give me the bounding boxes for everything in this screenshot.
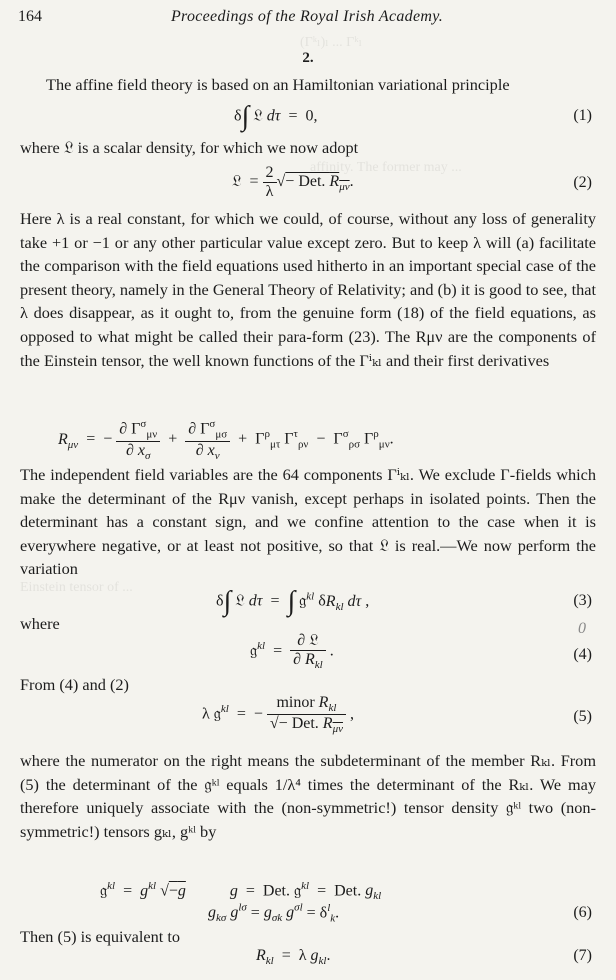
equation-einstein-tensor [20,418,592,464]
equation-number: (4) [573,646,592,663]
equation-7 [20,947,592,975]
paragraph-subdeterminant: where the numerator on the right means the subdeterminant of the member Rₖₗ. From (5) the determinant of the 𝔤ᵏˡ equals 1/λ⁴ times the determinant of the Rₖₗ. We may therefore uniquely associate with the (non-symmetric!) tensor density 𝔤ᵏˡ two (non-symmetric!) tensors gₖₗ, gᵏˡ by [20,751,596,841]
paragraph-from-4-2: From (4) and (2) [20,675,129,694]
equation-number: (6) [573,904,592,921]
equation-number: (3) [573,592,592,609]
equation-body: λ 𝔤$^{kl}$ = − $\frac{minor R_{kl}}{√- Det. R_{\mu\nu}}$ , [202,694,354,736]
paragraph-lambda: Here λ is a real constant, for which we could, of course, without any loss of generality take +1 or −1 or any other particular value except zero. But to keep λ will (a) facilitate the comparison with the field equations used hitherto in an important special case of the present theory, namely in the General Theory of Relativity; and (b) it is good to see, that λ does disappear, as it ought to, from the genuine form (18) of the field equations, as opposed to what might be called their para-form (23). The Rμν are the components of the Einstein tensor, the well known functions of the Γⁱₖₗ and their first derivatives [20,209,596,370]
equation-body: $R_{\mu\nu}$ = − $\frac{\partial \Gamma^\sigma_{\mu\nu}}{\partial x_\sigma}$ + $\frac{\partial \Gamma^\sigma_{\mu\sigma}}{\partial x_\nu}$ + $\Gamma^\rho_{\mu\tau}$ $\Gamma^\tau_{\rho\nu} - \Gamma^\sigma_{\rho\sigma}$ $\Gamma^\rho_{\mu\nu}$. [58,418,394,462]
running-title: Proceedings of the Royal Irish Academy. [170,8,444,25]
paragraph-intro: The affine field theory is based on an Hamiltonian variational principle [46,75,510,94]
equation-body-a: 𝔤$^{kl}$ = $g^{kl}$ √−g g = Det. 𝔤$^{kl}$ = Det. $g_{kl}$ [100,880,382,903]
equation-2 [20,160,592,200]
equation-body: $R_{kl} = \lambda$ $g_{kl}$. [256,947,331,968]
show-through-text: Einstein tensor of ... [20,580,133,595]
page-header [18,6,596,28]
equation-1 [20,103,592,133]
equation-body: δ∫ 𝔏 dτ = 0, [234,101,318,132]
equation-5 [20,694,592,742]
equation-body: δ∫ 𝔏 dτ = ∫ 𝔤$^{kl}$ $\delta R_{kl}$ dτ , [216,586,370,617]
equation-body: 𝔤$^{kl}$ = $\frac{\text{∂ 𝔏}}{\partial R_{kl}}$ . [250,632,334,672]
equation-number: (1) [573,107,592,124]
equation-body: 𝔏 = $\frac{2}{\lambda}$ √− Det. $R_{\mu\nu}$. [232,164,354,200]
show-through-text: (Γᵏₗ)ₗ ... Γᵏₗ [300,35,363,50]
equation-body-b: $g_{k\sigma}$ $g^{l\sigma} = g_{\sigma k}$ $g^{\sigma l} = \delta^l_k$. [208,902,340,925]
paragraph-equivalent: Then (5) is equivalent to [20,927,181,946]
section-number: 2. [302,50,314,66]
paragraph-field-variables: The independent field variables are the 64 components Γⁱₖₗ. We exclude Γ-fields which make the determinant of the Rμν vanish, except perhaps in isolated points. Then the determinant has a constant sign, and we confine attention to the case when it is everywhere negative, or at least not positive, so that 𝔏 is real.—We now perform the variation [20,465,596,579]
pencil-mark: 0 [578,620,586,637]
equation-number: (7) [573,947,592,964]
equation-number: (5) [573,708,592,725]
equation-6 [20,880,592,928]
paragraph-where: where [20,614,60,633]
show-through-text: affinity. The former may ... [310,160,462,175]
equation-number: (2) [573,174,592,191]
equation-4 [20,632,592,676]
page-number: 164 [18,8,42,25]
paragraph-scalar-density: where 𝔏 is a scalar density, for which we now adopt [20,138,359,157]
